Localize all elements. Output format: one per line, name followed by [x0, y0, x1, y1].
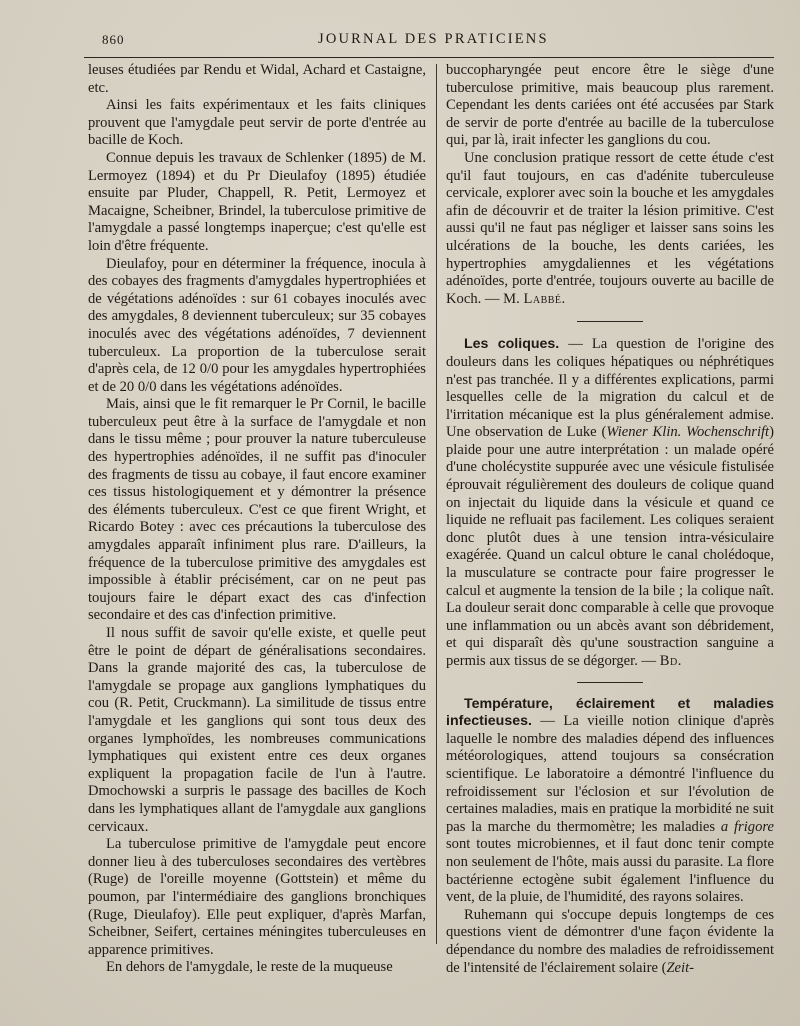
paragraph: leuses étudiées par Rendu et Widal, Achard et Castaigne, etc.	[88, 62, 426, 96]
page-header	[78, 28, 778, 52]
paragraph-text: ) plaide pour une autre interprétation : un malade opéré d'une cholécystite suppurée avec une vésicule fistulisée éprouvait régulièrement des douleurs de colique quand on injectait du liquide dans la vésicule et quand ce liquide ne refluait pas facilement. Les coliques seraient donc plutôt dues à une tension intra-vésiculaire exagérée. Quand un calcul obture le canal cholédoque, la musculature se contracte pour faire progresser le calcul et augmente la tension de la bile ; la colique naît. La douleur serait donc comparable à celle que provoque une inflammation ou un abcès avant son débridement, et qui disparaît dès qu'une soustraction sanguine a permis aux tissus de se dégorger. —	[446, 424, 774, 669]
column-divider	[436, 64, 437, 944]
paragraph-text: — La vieille notion clinique d'après laquelle le nombre des maladies dépend des influences météorologiques, attend toujours sa consécration scientifique. Le laboratoire a démontré l'influence du refroidissement sur l'éclosion et sur l'évolution de certaines maladies, mais en pratique la morbidité ne suit pas la marche du thermomètre; les maladies	[446, 713, 774, 835]
section-coliques	[446, 336, 774, 670]
left-column	[88, 62, 426, 977]
paragraph: Dieulafoy, pour en déterminer la fréquence, inocula à des cobayes des fragments d'amygdales hypertrophiées et de végétations adénoïdes : sur 61 cobayes inoculés avec des amygdales, 8 deviennent tuberculeux; sur 35 cobayes inoculés avec des végétations adénoïdes, 7 deviennent tuberculeux. La proportion de la tuberculose serait d'après cela, de 12 0/0 pour les amygdales hypertrophiées et de 20 0/0 dans les végétations adénoïdes.	[88, 255, 426, 395]
paragraph: Mais, ainsi que le fit remarquer le Pr Cornil, le bacille tuberculeux peut être à la surface de l'amygdale et non dans le tissu même ; pour prouver la nature tuberculeuse des hypertrophies adénoïdes, il ne suffit pas d'inoculer des fragments de tissu au cobaye, il faut encore examiner ces tissus histologiquement et y démontrer la présence des éléments tuberculeux. C'est ce que firent Wright, et Ricardo Botey : avec ces précautions la tuberculose des amygdales apparaît infiniment plus rare. D'ailleurs, la fréquence de la tuberculose primitive des amygdales est impossible à établir précisément, car on ne peut pas toujours faire le départ exact des cas d'infection secondaire et des cas d'infection primitive.	[88, 396, 426, 624]
header-rule	[84, 57, 774, 58]
section-separator	[577, 321, 643, 322]
paragraph	[446, 907, 774, 977]
journal-reference: Wiener Klin. Wochenschrift	[606, 424, 770, 441]
paragraph	[446, 150, 774, 308]
paragraph: buccopharyngée peut encore être le siège d'une tuberculose primitive, mais beaucoup plus rarement. Cependant les dents cariées ont été accusées par Stark de servir de porte d'entrée au bacille de la tuberculose qui, par là, irait infecter les ganglions du cou.	[446, 62, 774, 149]
paragraph-text: — La question de l'origine des douleurs dans les coliques hépatiques ou néphrétiques n'est pas tranchée. Il y a différentes explications, parmi lesquelles celle de la migration du calcul et de l'irritation mécanique est la plus généralement admise. Une observation de Luke (	[446, 336, 774, 441]
italic-term: Zeit-	[666, 959, 695, 976]
section-heading: Les coliques.	[464, 336, 560, 353]
paragraph-text: Ruhemann qui s'occupe depuis longtemps de ces questions vient de démontrer d'une façon évidente la dépendance du nombre des maladies de refroidissement de l'intensité de l'éclairement solaire (	[446, 906, 774, 976]
paragraph: Ainsi les faits expérimentaux et les faits cliniques prouvent que l'amygdale peut servir de porte d'entrée au bacille de Koch.	[88, 97, 426, 149]
section-temperature	[446, 696, 774, 907]
italic-term: a frigore	[720, 818, 774, 835]
right-column	[446, 62, 774, 977]
author-signature: Labbé.	[523, 290, 566, 307]
paragraph: Il nous suffit de savoir qu'elle existe, et quelle peut être le point de départ de généralisations secondaires. Dans la grande majorité des cas, la tuberculose de l'amygdale se propage aux ganglions lymphatiques du cou (R. Petit, Cruckmann). La similitude de tissus entre l'amygdale et les ganglions qui sont tous deux des organes lymphoïdes, les nombreuses communications lymphatiques qui existent entre ces deux organes expliquent la propagation facile de l'un à l'autre. Dmochowski a surpris le passage des bacilles de Koch dans les lymphatiques allant de l'amygdale aux ganglions cervicaux.	[88, 625, 426, 835]
section-separator	[577, 682, 643, 683]
author-signature: Bd.	[659, 653, 682, 669]
paragraph: La tuberculose primitive de l'amygdale peut encore donner lieu à des tuberculoses secondaires des vertèbres (Ruge) de l'oreille moyenne (Gottstein) et même du poumon, par l'intermédiaire des ganglions bronchiques (Ruge, Dieulafoy). Elle peut expliquer, d'après Marfan, Scheibner, Seifert, certaines méningites tuberculeuses en apparence primitives.	[88, 836, 426, 958]
paragraph-text: Une conclusion pratique ressort de cette étude c'est qu'il faut toujours, en cas d'adénite tuberculeuse cervicale, explorer avec soin la bouche et les amygdales afin de découvrir et de traiter la lésion primitive. C'est aussi qu'il ne faut pas négliger et laisser sans soins les ulcérations de la bouche, les dents cariées, les hypertrophies amygdaliennes et les végétations adénoïdes, porte d'entrée, toujours ouverte au bacille de Koch. — M.	[446, 149, 774, 307]
running-title: JOURNAL DES PRATICIENS	[318, 31, 549, 47]
section-heading: Température, éclairement et maladies infectieuses.	[446, 695, 774, 730]
paragraph: Connue depuis les travaux de Schlenker (1895) de M. Lermoyez (1894) et du Pr Dieulafoy (1895) étudiée ensuite par Pluder, Chappell, R. Petit, Lermoyez et Macaigne, Scheibner, Brindel, la tuberculose primitive de l'amygdale a passé longtemps inaperçue; c'est qu'elle est loin d'être fréquente.	[88, 149, 426, 254]
paragraph: En dehors de l'amygdale, le reste de la muqueuse	[106, 959, 393, 976]
page-number: 860	[102, 32, 125, 47]
paragraph-text: sont toutes microbiennes, et il faut donc tenir compte non seulement de l'hôte, mais aussi du parasite. La flore bactérienne ectogène subit également l'influence du vent, de la pluie, de l'humidité, des rayons solaires.	[446, 836, 774, 906]
